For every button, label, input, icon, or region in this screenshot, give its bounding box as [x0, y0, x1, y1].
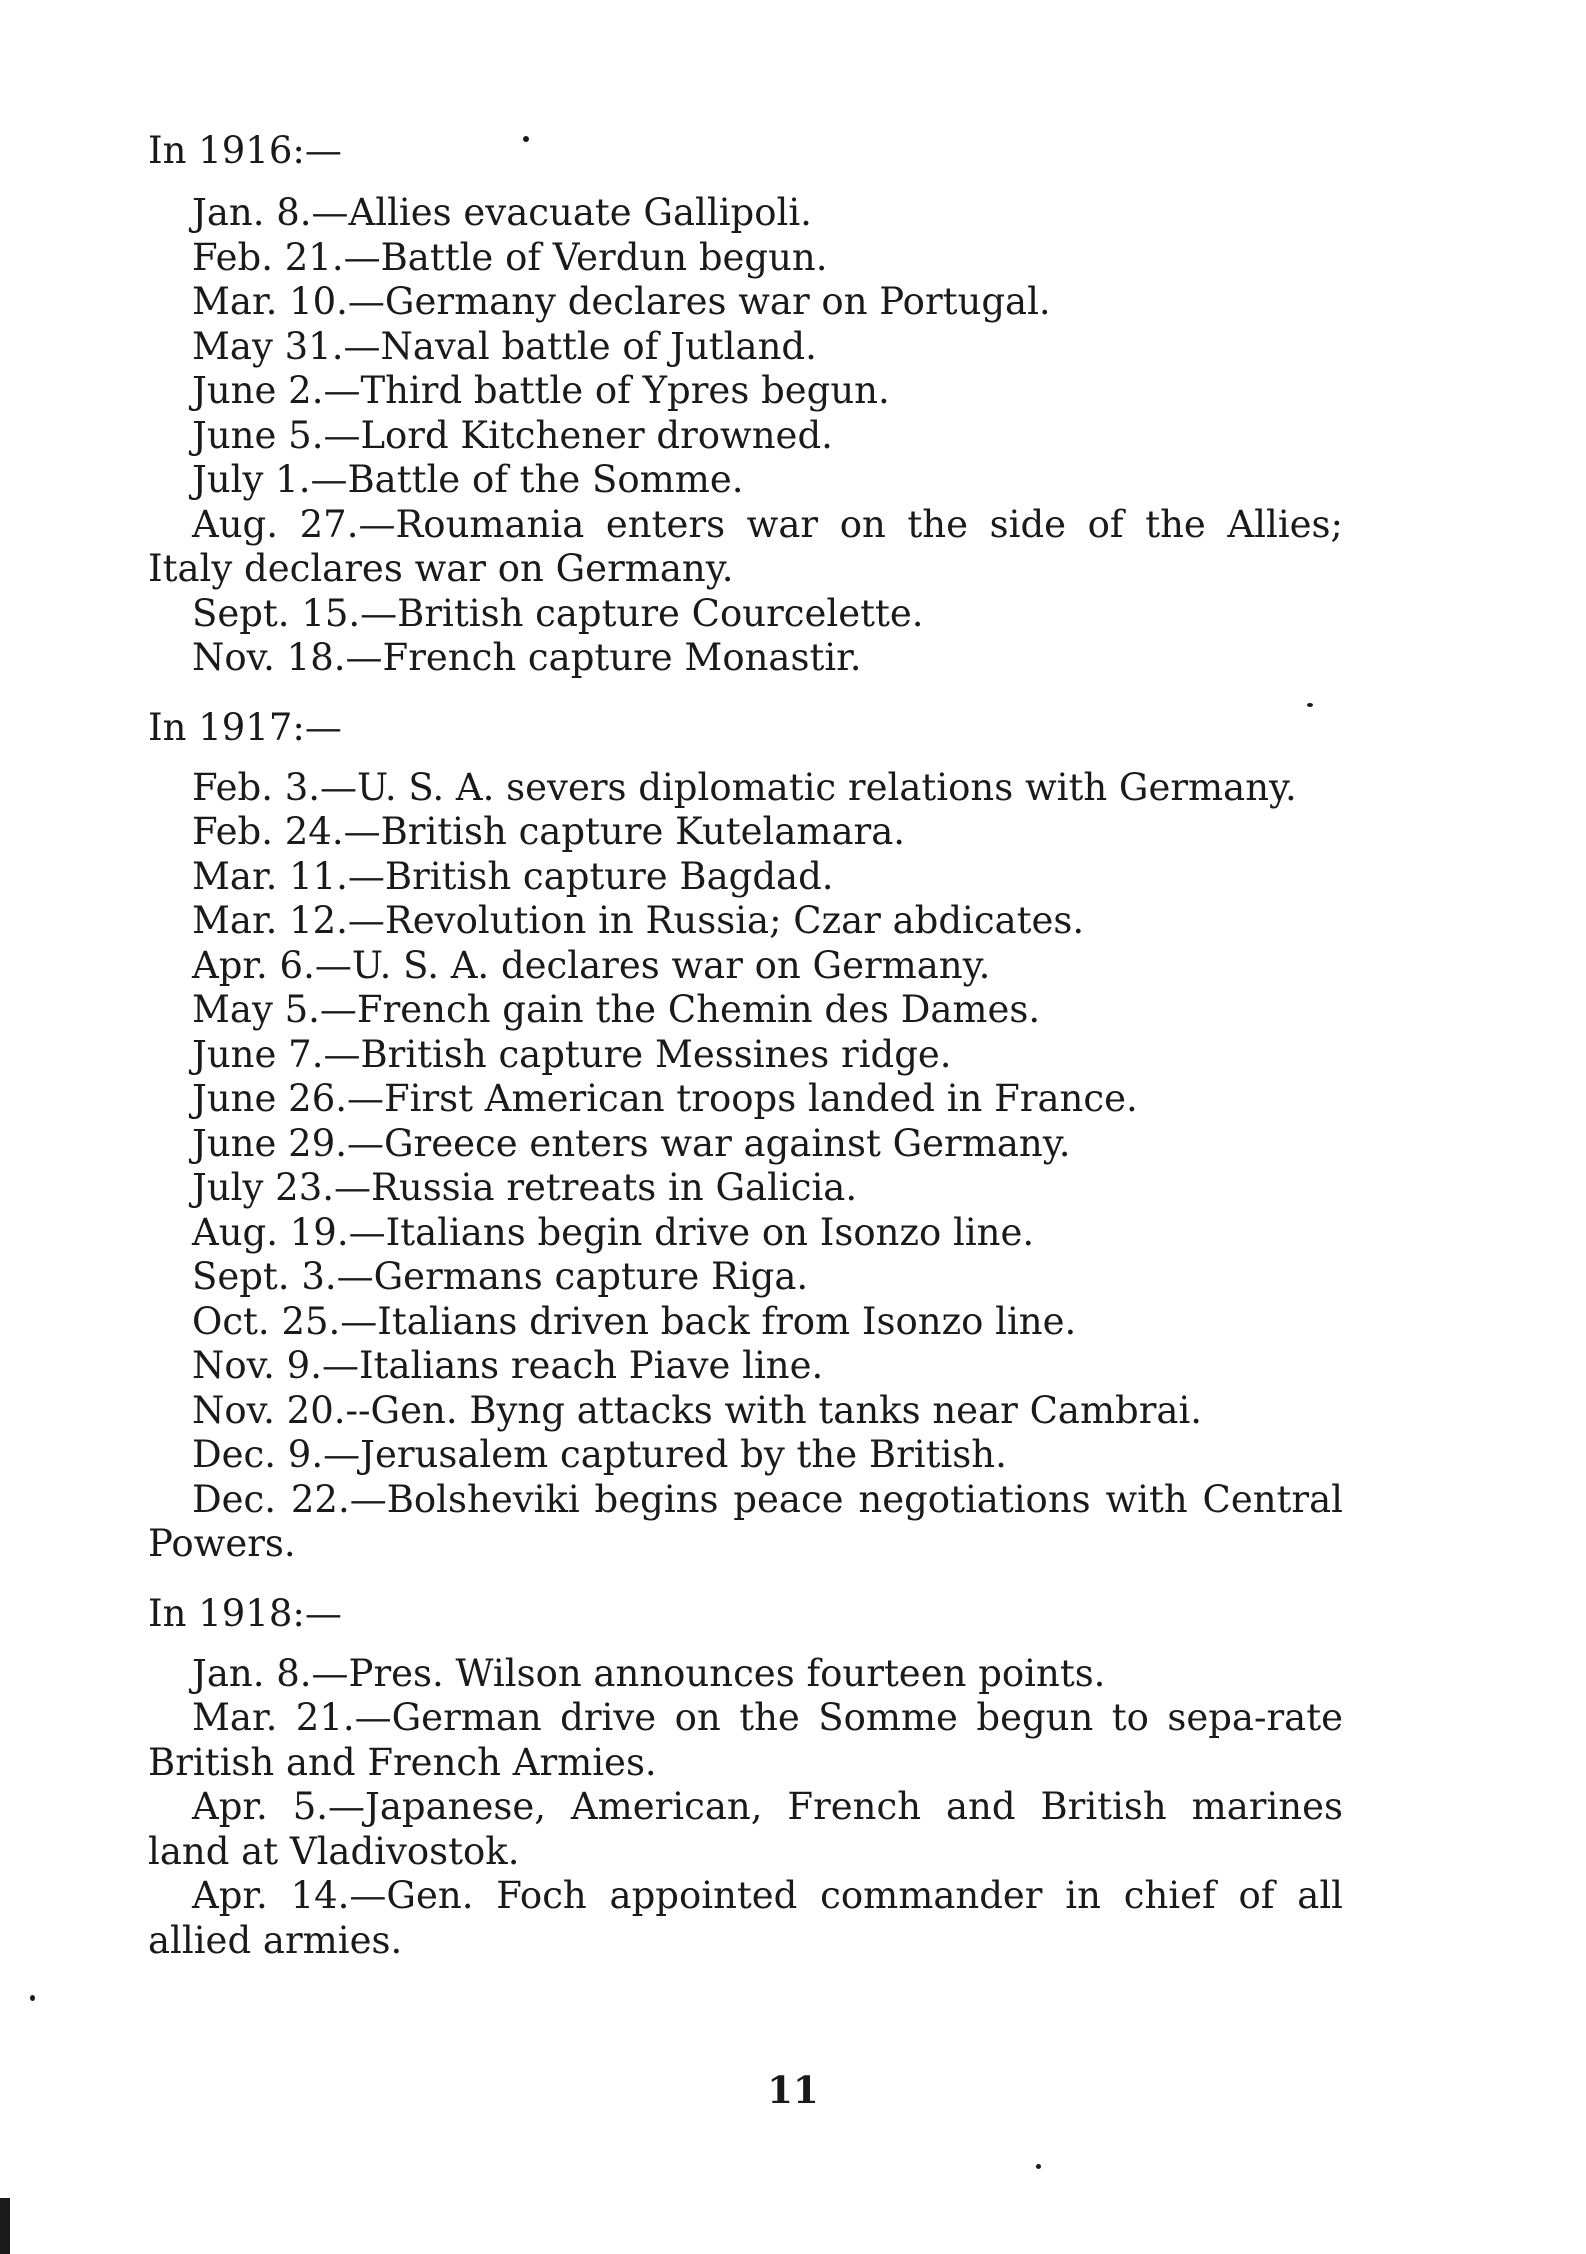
section-1916: [148, 128, 1343, 681]
chronology-entry: Nov. 9.—Italians reach Piave line.: [192, 1344, 824, 1387]
chronology-entry: Apr. 6.—U. S. A. declares war on Germany.: [192, 943, 991, 987]
chronology-entry: June 7.—British capture Messines ridge.: [192, 1032, 952, 1076]
chronology-entry: May 5.—French gain the Chemin des Dames.: [192, 988, 1041, 1031]
chronology-entry: Dec. 22.—Bolsheviki begins peace negotiations with Central Powers.: [148, 1477, 1343, 1565]
chronology-entry: June 5.—Lord Kitchener drowned.: [192, 413, 833, 457]
chronology-entry: Sept. 3.—Germans capture Riga.: [192, 1255, 809, 1298]
scan-speck: [1307, 703, 1313, 707]
chronology-entry: Aug. 27.—Roumania enters war on the side of the Allies; Italy declares war on Germany.: [148, 502, 1343, 590]
chronology-entry: Nov. 18.—French capture Monastir.: [192, 636, 862, 679]
scan-speck: [1036, 2164, 1041, 2169]
chronology-entry: Jan. 8.—Pres. Wilson announces fourteen points.: [192, 1651, 1106, 1695]
chronology-entry: Dec. 9.—Jerusalem captured by the British.: [192, 1433, 1007, 1476]
section-1918: [148, 1591, 1343, 1964]
chronology-entry: May 31.—Naval battle of Jutland.: [192, 324, 817, 368]
chronology-entry: Sept. 15.—British capture Courcelette.: [192, 591, 924, 635]
page-number: 11: [767, 2068, 819, 2112]
chronology-entry: July 23.—Russia retreats in Galicia.: [192, 1166, 858, 1209]
chronology-entry: July 1.—Battle of the Somme.: [192, 458, 744, 501]
chronology-entry: Mar. 10.—Germany declares war on Portugal.: [192, 280, 1051, 323]
chronology-entry: Mar. 21.—German drive on the Somme begun to sepa-rate British and French Armies.: [148, 1696, 1343, 1784]
section-1917: [148, 705, 1343, 1567]
chronology-entry: Jan. 8.—Allies evacuate Gallipoli.: [192, 191, 812, 234]
chronology-entry: Nov. 20.--Gen. Byng attacks with tanks near Cambrai.: [192, 1388, 1203, 1432]
chronology-entry: Feb. 24.—British capture Kutelamara.: [192, 810, 906, 853]
chronology-entry: Oct. 25.—Italians driven back from Isonzo line.: [192, 1299, 1077, 1343]
chronology-entry: June 26.—First American troops landed in France.: [192, 1077, 1138, 1120]
section-heading: In 1916:—: [148, 129, 342, 172]
page-content: [148, 128, 1343, 1987]
chronology-entry: Feb. 21.—Battle of Verdun begun.: [192, 235, 828, 279]
chronology-entry: Mar. 11.—British capture Bagdad.: [192, 854, 834, 898]
section-heading: In 1917:—: [148, 705, 342, 749]
section-heading: In 1918:—: [148, 1591, 342, 1635]
chronology-entry: June 29.—Greece enters war against Germany.: [192, 1121, 1071, 1165]
chronology-entry: Mar. 12.—Revolution in Russia; Czar abdicates.: [192, 899, 1085, 942]
chronology-entry: Apr. 5.—Japanese, American, French and British marines land at Vladivostok.: [148, 1785, 1343, 1873]
chronology-entry: Aug. 19.—Italians begin drive on Isonzo line.: [192, 1210, 1035, 1254]
chronology-entry: June 2.—Third battle of Ypres begun.: [192, 369, 890, 412]
scan-speck: [30, 1995, 35, 2001]
scan-edge-mark: [0, 2198, 10, 2254]
chronology-entry: Apr. 14.—Gen. Foch appointed commander in chief of all allied armies.: [148, 1874, 1343, 1962]
chronology-entry: Feb. 3.—U. S. A. severs diplomatic relations with Germany.: [192, 765, 1297, 809]
scan-speck: [523, 136, 529, 142]
